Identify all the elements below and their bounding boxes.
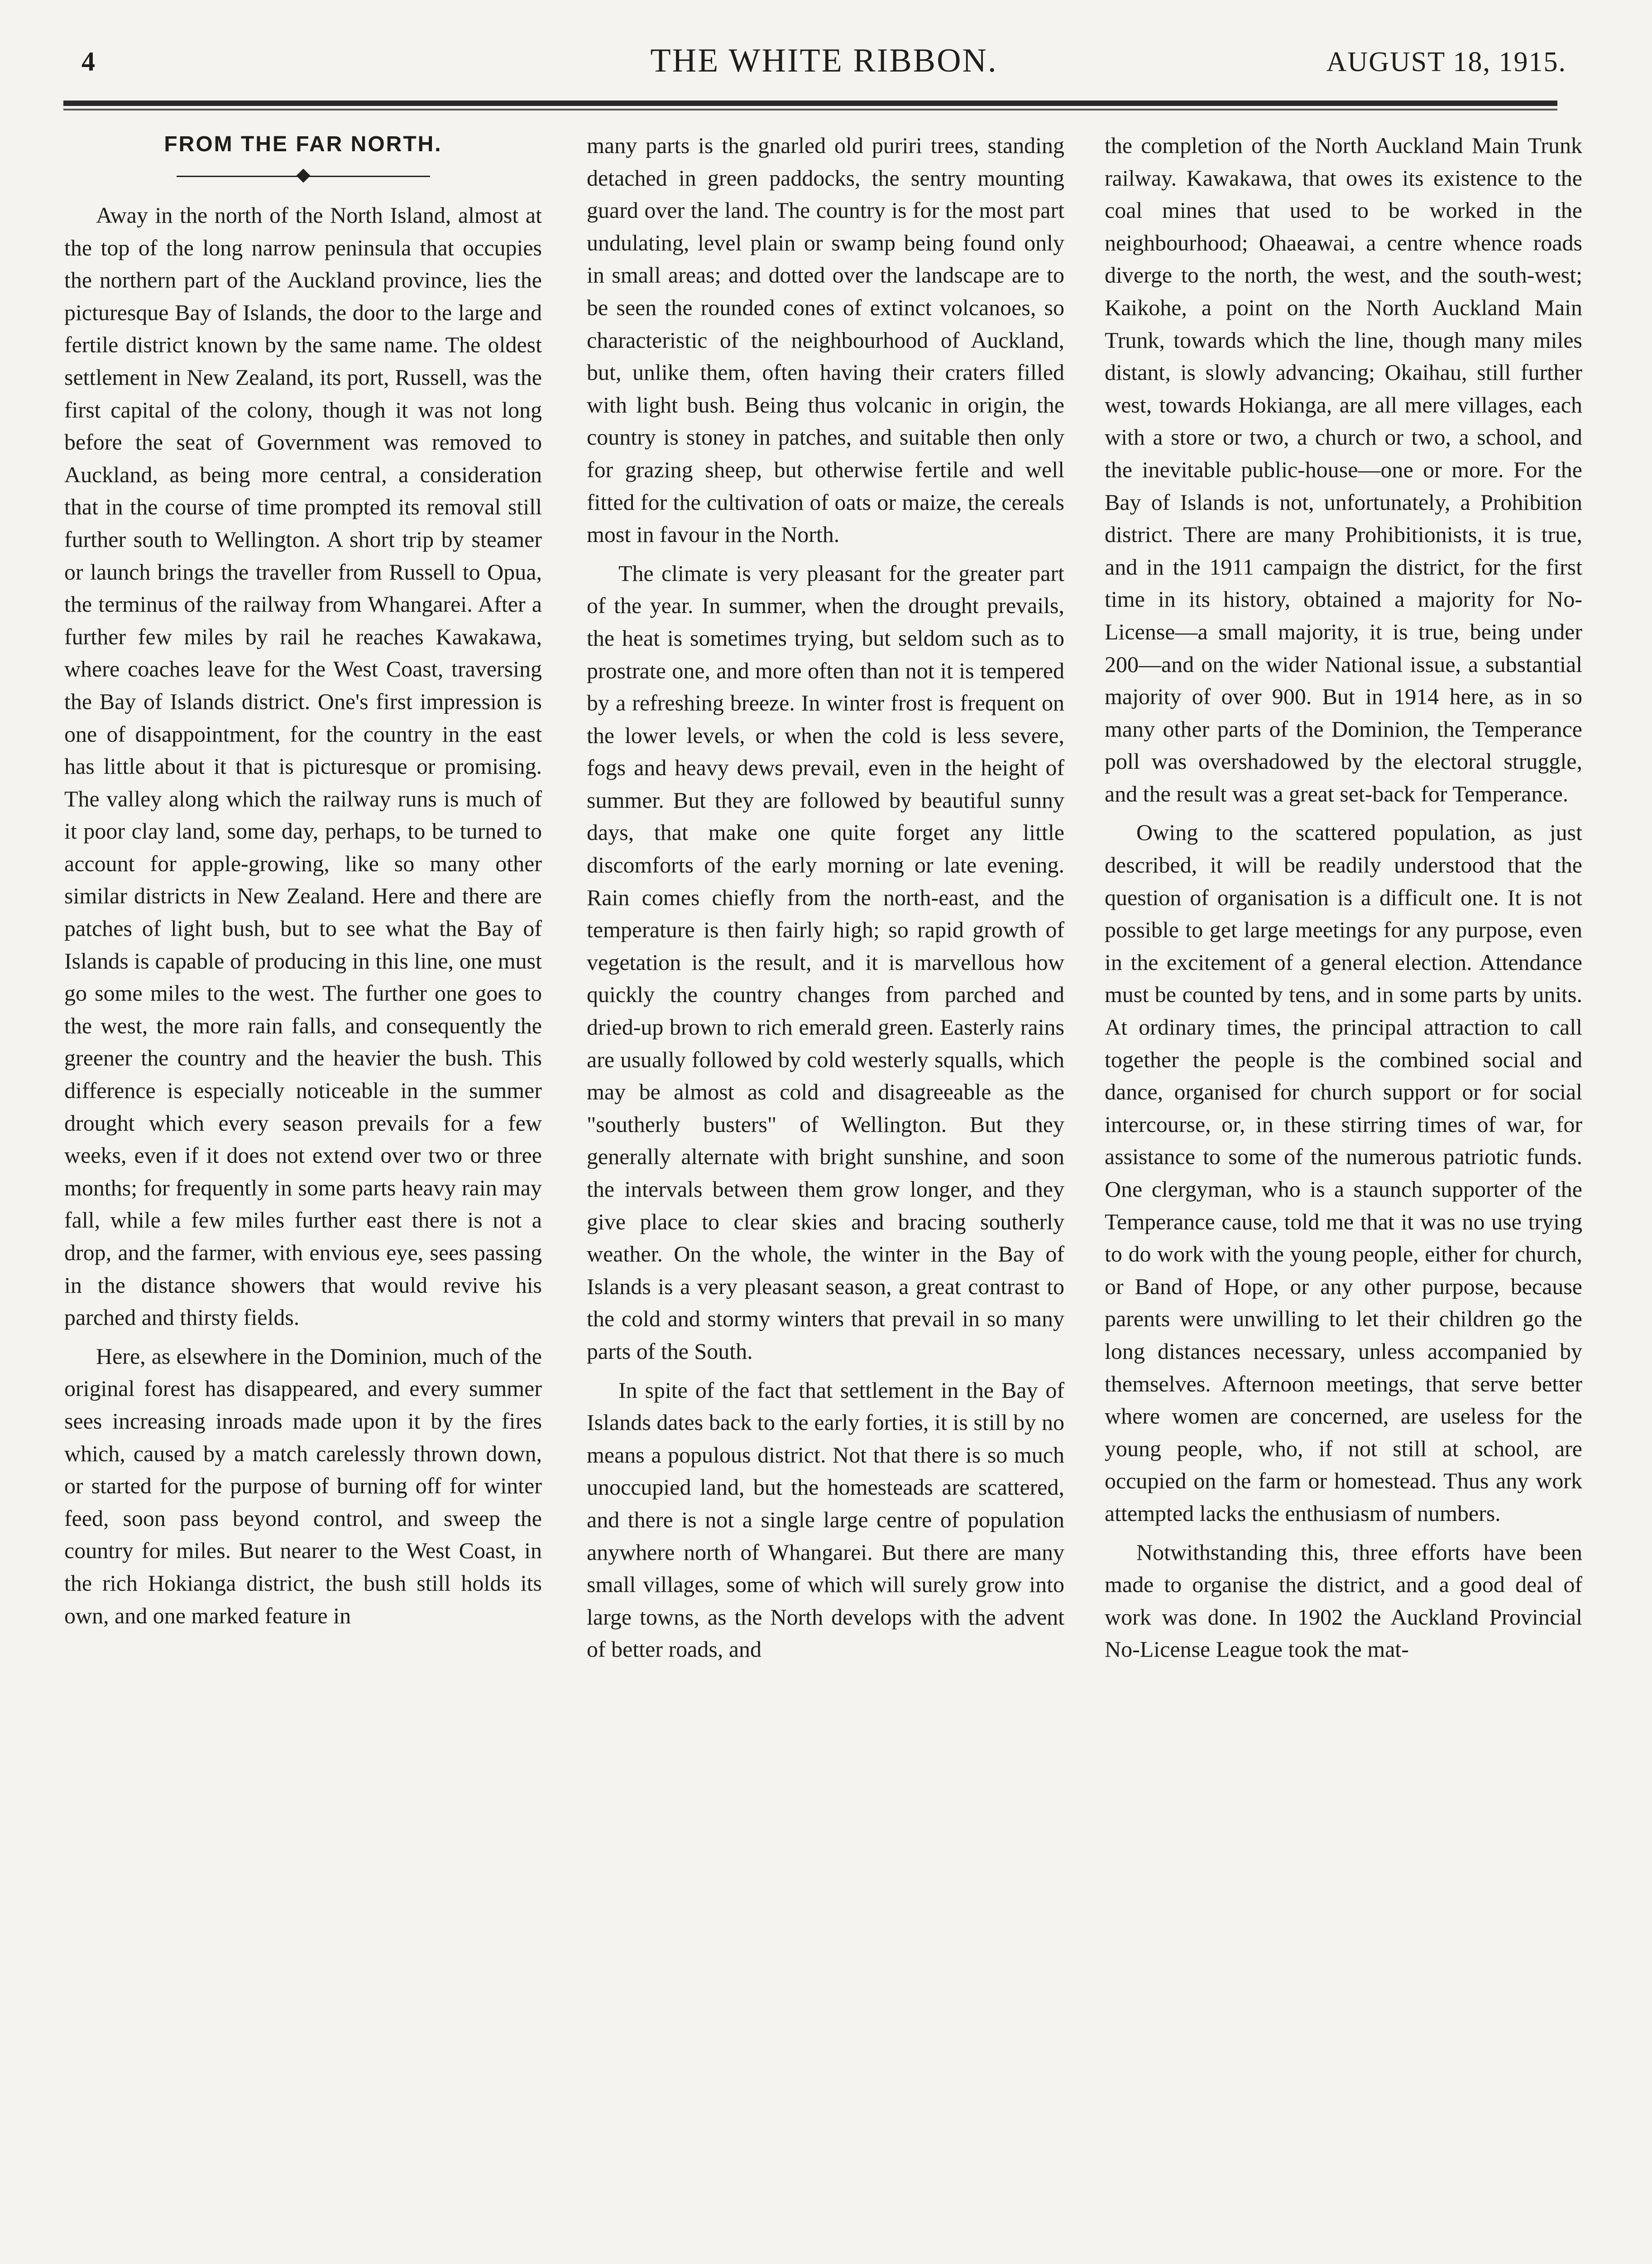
paragraph: The climate is very pleasant for the greater part of the year. In summer, when the drought prevails, the heat is sometimes trying, but seldom such as to prostrate one, and more often than not it is tempered by a refreshing breeze. In winter frost is frequent on the lower levels, or when the cold is less severe, fogs and heavy dews prevail, even in the height of summer. But they are followed by beautiful sunny days, that make one quite forget any little discomforts of the early morning or late evening. Rain comes chiefly from the north-east, and the temperature is then fairly high; so rapid growth of vegetation is the result, and it is marvellous how quickly the country changes from parched and dried-up brown to rich emerald green. Easterly rains are usually followed by cold westerly squalls, which may be almost as cold and disagreeable as the "southerly busters" of Wellington. But they generally alternate with bright sunshine, and soon the intervals between them grow longer, and they give place to clear skies and bracing southerly weather. On the whole, the winter in the Bay of Islands is a very pleasant season, a great contrast to the cold and stormy winters that prevail in so many parts of the South. — [587, 560, 1064, 1364]
paragraph: Notwithstanding this, three efforts have been made to organise the district, and a good deal of work was done. In 1902 the Auckland Provincial No-License League took the mat- — [1105, 1539, 1582, 1662]
article-column-1 — [64, 130, 542, 1638]
paragraph: Owing to the scattered population, as just described, it will be readily understood that the question of organisation is a difficult one. It is not possible to get large meetings for any purpose, even in the excitement of a general election. Attendance must be counted by tens, and in some parts by units. At ordinary times, the principal attraction to call together the people is the combined social and dance, organised for church support or for social intercourse, or, in these stirring times of war, for assistance to some of the numerous patriotic funds. One clergyman, who is a staunch supporter of the Temperance cause, told me that it was no use trying to do work with the young people, either for church, or Band of Hope, or any other purpose, because parents were unwilling to let their children go the long distances necessary, unless accompanied by themselves. Afternoon meetings, that serve better where women are concerned, are useless for the young people, who, if not still at school, are occupied on the farm or homestead. Thus any work attempted lacks the enthusiasm of numbers. — [1105, 820, 1582, 1526]
paragraph: the completion of the North Auckland Main Trunk railway. Kawakawa, that owes its existence to the coal mines that used to be worked in the neighbourhood; Ohaeawai, a centre whence roads diverge to the north, the west, and the south-west; Kaikohe, a point on the North Auckland Main Trunk, towards which the line, though many miles distant, is slowly advancing; Okaihau, still further west, towards Hokianga, are all mere villages, each with a store or two, a church or two, a school, and the inevitable public-house—one or more. For the Bay of Islands is not, unfortunately, a Prohibition district. There are many Prohibitionists, it is true, and in the 1911 campaign the district, for the first time in its history, obtained a majority for No-License—a small majority, it is true, being under 200—and on the wider National issue, a substantial majority of over 900. But in 1914 here, as in so many other parts of the Dominion, the Temperance poll was overshadowed by the electoral struggle, and the result was a great set-back for Temperance. — [1105, 133, 1582, 806]
article-headline: FROM THE FAR NORTH. — [164, 132, 442, 156]
diamond-icon — [296, 168, 310, 182]
header-rule-thin — [63, 109, 1557, 110]
paragraph: Here, as elsewhere in the Dominion, much of the original forest has disappeared, and every summer sees increasing inroads made upon it by the fires which, caused by a match carelessly thrown down, or started for the purpose of burning off for winter feed, soon pass beyond control, and sweep the country for miles. But nearer to the West Coast, in the rich Hokianga district, the bush still holds its own, and one marked feature in — [64, 1343, 542, 1628]
page-header — [81, 42, 1566, 91]
header-rule — [63, 101, 1557, 106]
article-column-3 — [1105, 130, 1582, 1672]
page-number: 4 — [81, 47, 95, 77]
article-column-2 — [587, 130, 1064, 1672]
paragraph: Away in the north of the North Island, almost at the top of the long narrow peninsula that occupies the northern part of the Auckland province, lies the picturesque Bay of Islands, the door to the large and fertile district known by the same name. The oldest settlement in New Zealand, its port, Russell, was the first capital of the colony, though it was not long before the seat of Government was removed to Auckland, as being more central, a consideration that in the course of time prompted its removal still further south to Wellington. A short trip by steamer or launch brings the traveller from Russell to Opua, the terminus of the railway from Whangarei. After a further few miles by rail he reaches Kawakawa, where coaches leave for the West Coast, traversing the Bay of Islands district. One's first impression is one of disappointment, for the country in the east has little about it that is picturesque or promising. The valley along which the railway runs is much of it poor clay land, some day, perhaps, to be turned to account for apple-growing, like so many other similar districts in New Zealand. Here and there are patches of light bush, but to see what the Bay of Islands is capable of producing in this line, one must go some miles to the west. The further one goes to the west, the more rain falls, and consequently the greener the country and the heavier the bush. This difference is especially noticeable in the summer drought which every season prevails for a few weeks, even if it does not extend over two or three months; for frequently in some parts heavy rain may fall, while a few miles further east there is not a drop, and the farmer, with envious eye, sees passing in the distance showers that would revive his parched and thirsty fields. — [64, 202, 542, 1330]
issue-date: AUGUST 18, 1915. — [1326, 47, 1566, 77]
paragraph: many parts is the gnarled old puriri trees, standing detached in green paddocks, the sentry mounting guard over the land. The country is for the most part undulating, level plain or swamp being found only in small areas; and dotted over the landscape are to be seen the rounded cones of extinct volcanoes, so characteristic of the neighbourhood of Auckland, but, unlike them, often having their craters filled with light bush. Being thus volcanic in origin, the country is stoney in patches, and suitable then only for grazing sheep, but otherwise fertile and well fitted for the cultivation of oats or maize, the cereals most in favour in the North. — [587, 133, 1064, 547]
masthead-title: THE WHITE RIBBON. — [650, 42, 998, 79]
paragraph: In spite of the fact that settlement in the Bay of Islands dates back to the early forties, it is still by no means a populous district. Not that there is so much unoccupied land, but the homesteads are scattered, and there is not a single large centre of population anywhere north of Whangarei. But there are many small villages, some of which will surely grow into large towns, as the North develops with the advent of better roads, and — [587, 1377, 1064, 1662]
ornament-divider — [177, 168, 430, 186]
